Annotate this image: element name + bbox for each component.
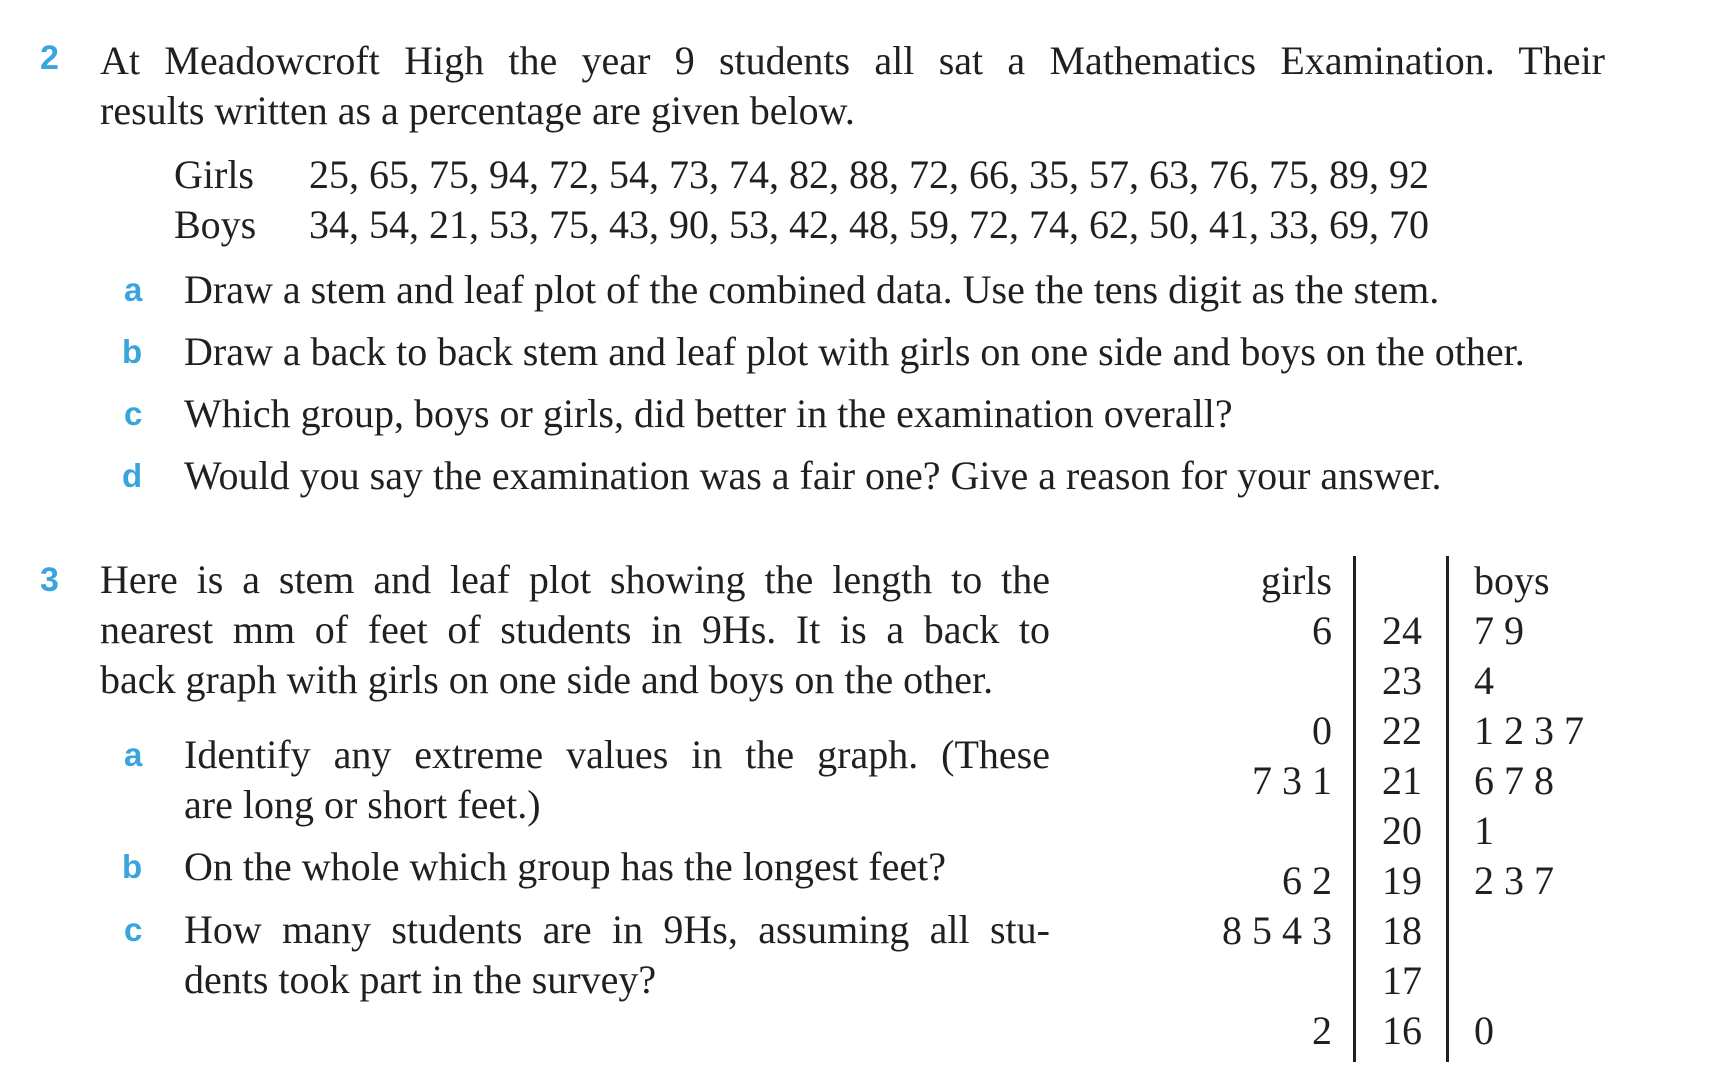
plot-girls-leaves: 8 5 4 3 xyxy=(1222,908,1332,953)
plot-stem: 24 xyxy=(1382,608,1422,653)
question-2-part-d-text: Would you say the examination was a fair one? Give a reason for your answer. xyxy=(184,453,1442,498)
plot-boys-leaves: 7 9 xyxy=(1474,608,1524,653)
plot-divider-left xyxy=(1353,556,1356,1062)
plot-stem: 16 xyxy=(1382,1008,1422,1053)
boys-label: Boys xyxy=(174,202,257,247)
question-2-part-b-label: b xyxy=(122,333,143,370)
plot-girls-leaves: 7 3 1 xyxy=(1252,758,1332,803)
question-3-intro-line-3: back graph with girls on one side and boys on the other. xyxy=(100,657,994,702)
question-3-part-a-label: a xyxy=(124,736,143,773)
question-2-intro-line-1: At Meadowcroft High the year 9 students all sat a Mathematics Examination. Their xyxy=(100,38,1605,83)
question-2-part-c-label: c xyxy=(124,395,143,432)
question-2-part-d-label: d xyxy=(122,457,143,494)
question-2-part-a-label: a xyxy=(124,271,143,308)
plot-boys-leaves: 6 7 8 xyxy=(1474,758,1554,803)
girls-scores: 25, 65, 75, 94, 72, 54, 73, 74, 82, 88, 72, 66, 35, 57, 63, 76, 75, 89, 92 xyxy=(309,152,1429,197)
question-2-part-c-text: Which group, boys or girls, did better in the examination overall? xyxy=(184,391,1233,436)
plot-stem: 21 xyxy=(1382,758,1422,803)
plot-boys-leaves: 0 xyxy=(1474,1008,1494,1053)
plot-stem: 23 xyxy=(1382,658,1422,703)
plot-girls-leaves: 0 xyxy=(1312,708,1332,753)
boys-scores: 34, 54, 21, 53, 75, 43, 90, 53, 42, 48, 59, 72, 74, 62, 50, 41, 33, 69, 70 xyxy=(309,202,1429,247)
plot-stem: 17 xyxy=(1382,958,1422,1003)
question-2-number: 2 xyxy=(40,39,59,77)
plot-boys-header: boys xyxy=(1474,558,1550,603)
question-2-part-b-text: Draw a back to back stem and leaf plot with girls on one side and boys on the other. xyxy=(184,329,1525,374)
plot-boys-leaves: 1 2 3 7 xyxy=(1474,708,1584,753)
question-3-intro-line-2: nearest mm of feet of students in 9Hs. It is a back to xyxy=(100,607,1050,652)
plot-stem: 20 xyxy=(1382,808,1422,853)
question-3-part-b-text: On the whole which group has the longest feet? xyxy=(184,844,947,889)
question-3-part-b-label: b xyxy=(122,848,143,885)
plot-girls-leaves: 6 xyxy=(1312,608,1332,653)
question-2-intro-line-2: results written as a percentage are given below. xyxy=(100,88,855,133)
question-3-number: 3 xyxy=(40,561,59,599)
question-3-part-c-line-2: dents took part in the survey? xyxy=(184,957,657,1002)
plot-boys-leaves: 4 xyxy=(1474,658,1494,703)
girls-label: Girls xyxy=(174,152,254,197)
question-3-part-c-line-1: How many students are in 9Hs, assuming all stu- xyxy=(184,907,1050,952)
plot-boys-leaves: 2 3 7 xyxy=(1474,858,1554,903)
plot-divider-right xyxy=(1446,556,1449,1062)
question-3-part-c-label: c xyxy=(124,911,143,948)
question-2-part-a-text: Draw a stem and leaf plot of the combined data. Use the tens digit as the stem. xyxy=(184,267,1440,312)
question-3-intro-line-1: Here is a stem and leaf plot showing the length to the xyxy=(100,557,1050,602)
plot-stem: 18 xyxy=(1382,908,1422,953)
plot-stem: 19 xyxy=(1382,858,1422,903)
plot-girls-leaves: 2 xyxy=(1312,1008,1332,1053)
plot-girls-leaves: 6 2 xyxy=(1282,858,1332,903)
plot-boys-leaves: 1 xyxy=(1474,808,1494,853)
question-3-part-a-line-1: Identify any extreme values in the graph. (These xyxy=(184,732,1050,777)
question-3-part-a-line-2: are long or short feet.) xyxy=(184,782,541,827)
plot-girls-header: girls xyxy=(1260,558,1332,603)
plot-stem: 22 xyxy=(1382,708,1422,753)
